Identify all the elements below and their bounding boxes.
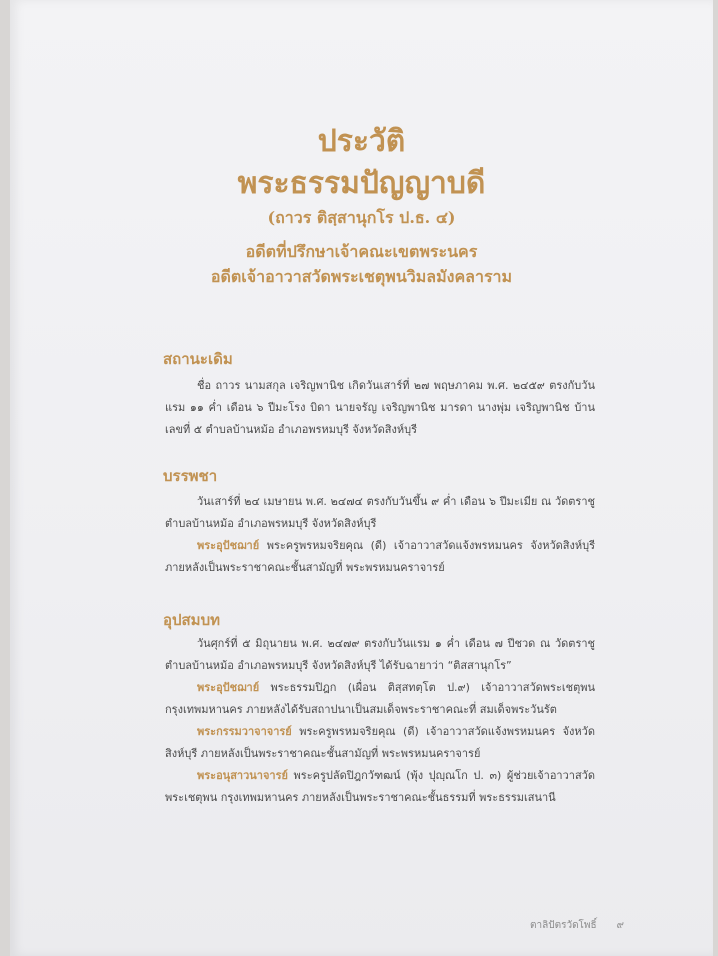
- subtitle-line-1: อดีตที่ปรึกษาเจ้าคณะเขตพระนคร: [245, 242, 478, 261]
- origin-paragraph: [165, 375, 595, 441]
- ordination-anusavana-label: พระอนุสาวนาจารย์: [197, 769, 288, 782]
- ordination-preceptor: [165, 677, 595, 721]
- ordination-anusavana: [165, 765, 595, 809]
- novice-paragraph: [165, 491, 595, 579]
- heading-ordination: อุปสมบท: [163, 611, 220, 629]
- ordination-kammavaca-label: พระกรรมวาจาจารย์: [197, 725, 292, 738]
- document-page: [10, 0, 713, 956]
- title-line-3: (ถาวร ติสฺสานุกโร ป.ธ. ๔): [267, 208, 456, 227]
- ordination-preceptor-label: พระอุปัชฌาย์: [197, 681, 260, 694]
- subtitle-line-2: อดีตเจ้าอาวาสวัดพระเชตุพนวิมลมังคลาราม: [210, 267, 513, 286]
- ordination-kammavaca: [165, 721, 595, 765]
- title-line-1: ประวัติ: [317, 124, 406, 159]
- novice-preceptor-text: พระครูพรหมจริยคุณ (ดี) เจ้าอาวาสวัดแจ้งพรหมนคร จังหวัดสิงห์บุรี ภายหลังเป็นพระราชาคณะชั้นสามัญที่ พระพรหมนคราจารย์: [165, 539, 595, 574]
- ordination-anusavana-text: พระครูปลัดปิฎกวัฑฒน์ (พุ้ง ปุญฺณโก ป. ๓) ผู้ช่วยเจ้าอาวาสวัดพระเชตุพน กรุงเทพมหานคร ภายหลังเป็นพระราชาคณะชั้นธรรมที่ พระธรรมเสนานี: [165, 769, 595, 804]
- page-footer: [530, 918, 624, 933]
- origin-text: ชื่อ ถาวร นามสกุล เจริญพานิช เกิดวันเสาร์ที่ ๒๗ พฤษภาคม พ.ศ. ๒๔๕๙ ตรงกับวันแรม ๑๑ ค่ำ เดือน ๖ ปีมะโรง บิดา นายจรัญ เจริญพานิช มารดา นางพุ่ม เจริญพานิช บ้านเลขที่ ๕ ตำบลบ้านหม้อ อำเภอพรหมบุรี จังหวัดสิงห์บุรี: [165, 379, 595, 436]
- ordination-paragraph: [165, 633, 595, 809]
- ordination-preceptor-text: พระธรรมปิฎก (เผื่อน ติสฺสทตฺโต ป.๙) เจ้าอาวาสวัดพระเชตุพน กรุงเทพมหานคร ภายหลังได้รับสถาปนาเป็นสมเด็จพระราชาคณะที่ สมเด็จพระวันรัต: [165, 681, 596, 716]
- heading-novice: บรรพชา: [163, 467, 218, 485]
- footer-text: ตาลิปัตรวัดโพธิ์: [530, 920, 597, 931]
- title-line-2: พระธรรมปัญญาบดี: [237, 166, 486, 201]
- ordination-text: วันศุกร์ที่ ๕ มิถุนายน พ.ศ. ๒๔๗๙ ตรงกับวันแรม ๑ ค่ำ เดือน ๗ ปีชวด ณ วัดตราชู ตำบลบ้านหม้อ อำเภอพรหมบุรี จังหวัดสิงห์บุรี ได้รับฉายาว่า “ติสสานุกโร”: [165, 637, 595, 672]
- page-number: ๙: [616, 920, 624, 931]
- novice-preceptor: [165, 535, 595, 579]
- novice-preceptor-label: พระอุปัชฌาย์: [197, 539, 260, 552]
- heading-origin: สถานะเดิม: [163, 350, 233, 368]
- ordination-kammavaca-text: พระครูพรหมจริยคุณ (ดี) เจ้าอาวาสวัดแจ้งพรหมนคร จังหวัดสิงห์บุรี ภายหลังเป็นพระราชาคณะชั้นสามัญที่ พระพรหมนคราจารย์: [165, 725, 595, 760]
- novice-text: วันเสาร์ที่ ๒๔ เมษายน พ.ศ. ๒๔๗๔ ตรงกับวันขึ้น ๙ ค่ำ เดือน ๖ ปีมะเมีย ณ วัดตราชู ตำบลบ้านหม้อ อำเภอพรหมบุรี จังหวัดสิงห์บุรี: [165, 495, 595, 530]
